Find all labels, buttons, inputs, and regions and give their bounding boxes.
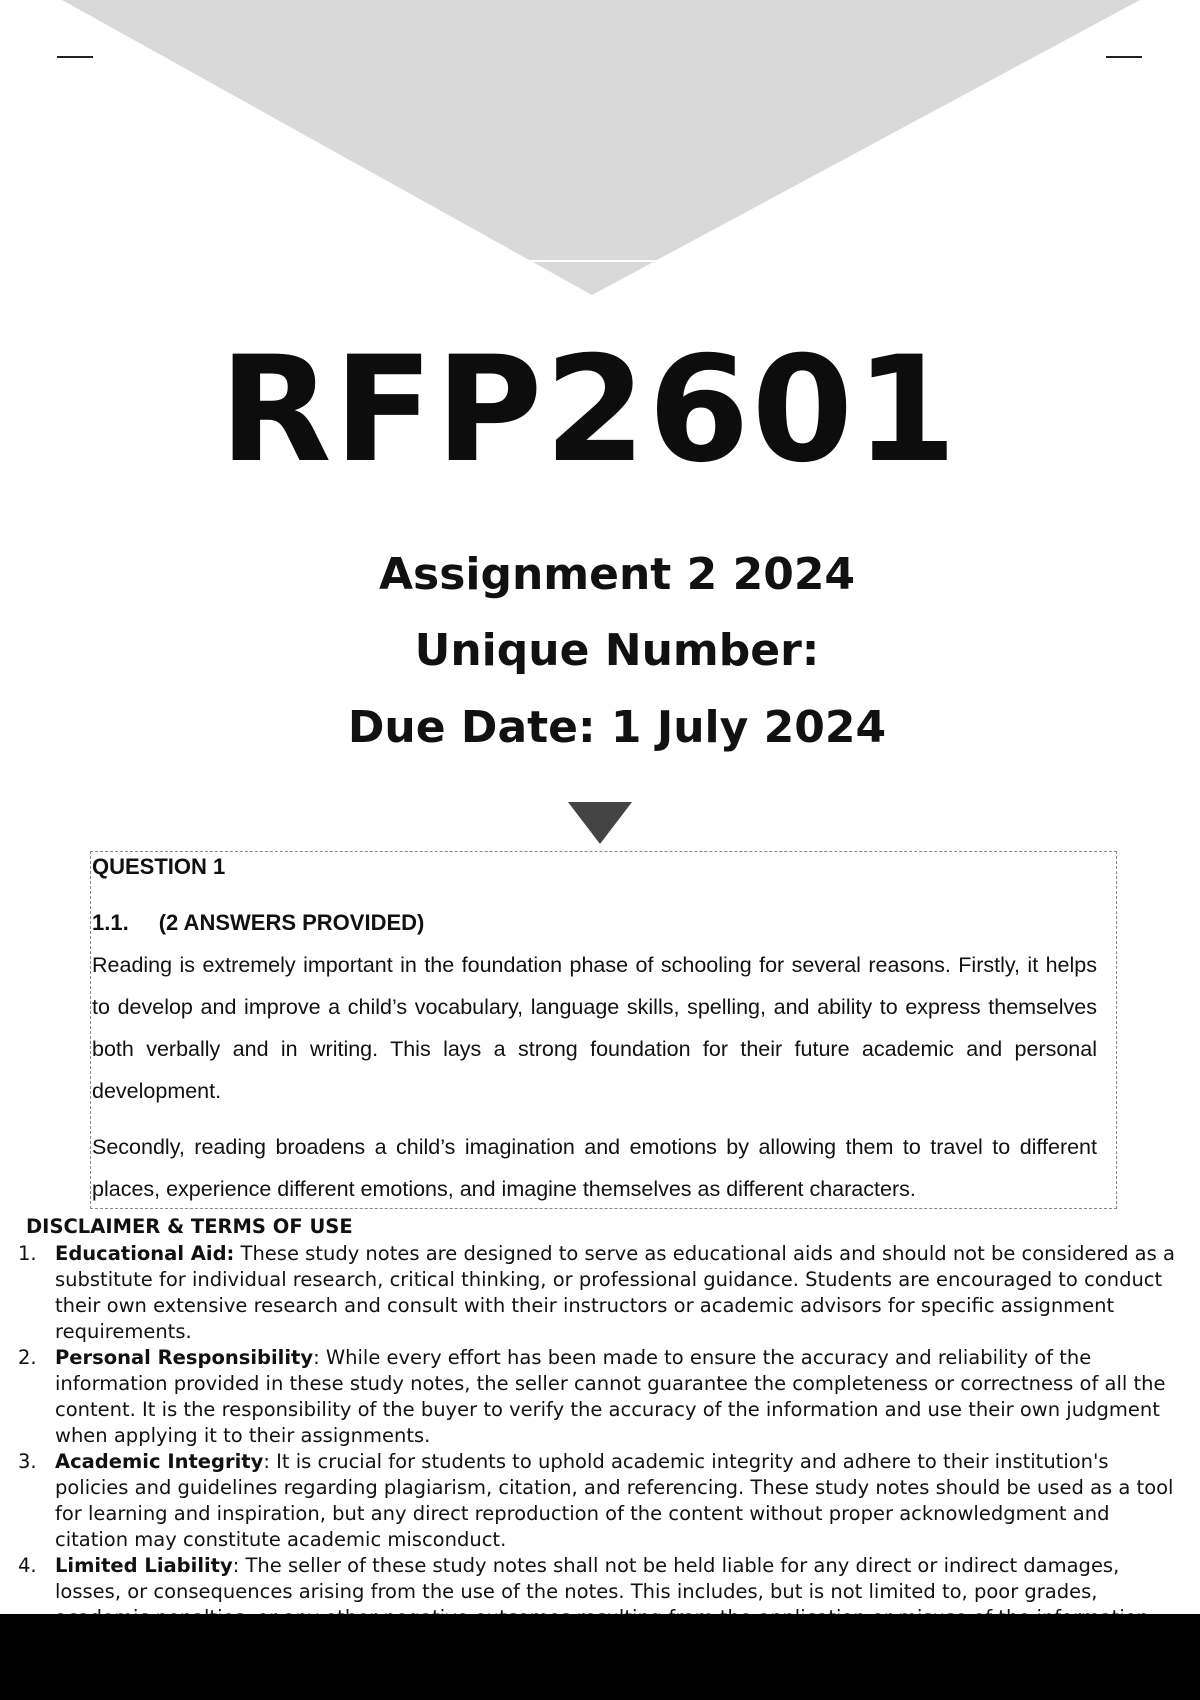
- terms-item-heading: Educational Aid:: [55, 1242, 235, 1265]
- terms-item-text: : While every effort has been made to ensure the accuracy and reliability of the information provided in these study notes, the seller cannot guarantee the completeness or correctness of all the content. It is the responsibility of the buyer to verify the accuracy of the information and use their own judgment when applying it to their assignments.: [55, 1346, 1166, 1447]
- unique-number-label: Unique Number:: [414, 625, 820, 676]
- assignment-title: Assignment 2 2024: [378, 549, 856, 600]
- question-answers-note: (2 ANSWERS PROVIDED): [158, 910, 425, 935]
- question-subheading: [92, 908, 424, 938]
- terms-list: [18, 1241, 1183, 1631]
- down-arrow-icon: [568, 802, 632, 844]
- terms-item-text: : It is crucial for students to uphold academic integrity and adhere to their institution's policies and guidelines regarding plagiarism, citation, and referencing. These study notes should be used as a tool for learning and inspiration, but any direct reproduction of the content without proper acknowledgment and citation may constitute academic misconduct.: [55, 1450, 1174, 1551]
- terms-item-number: 3.: [18, 1450, 37, 1473]
- course-code-title: RFP2601: [219, 325, 959, 495]
- terms-item-text: : The seller of these study notes shall not be held liable for any direct or indirect damages, losses, or consequences arising from the use of the notes. This includes, but is not limited to, poor grades,: [55, 1554, 1120, 1603]
- terms-item-number: 1.: [18, 1242, 37, 1265]
- terms-item-number: 4.: [18, 1554, 37, 1577]
- terms-item: [18, 1345, 1183, 1449]
- corner-mark-right: [1106, 56, 1142, 58]
- disclaimer-heading: DISCLAIMER & TERMS OF USE: [26, 1215, 353, 1238]
- question-title: QUESTION 1: [92, 854, 226, 879]
- terms-item: [18, 1449, 1183, 1553]
- question-number: 1.1.: [92, 910, 129, 935]
- answer-paragraph: Secondly, reading broadens a child’s imagination and emotions by allowing them to travel to different places, experience different emotions, and imagine themselves as different characters.: [92, 1135, 1097, 1201]
- terms-item-text: These study notes are designed to serve as educational aids and should not be considered as a substitute for individual research, critical thinking, or professional guidance. Students are encouraged to conduct their own extensive research and consult with their instructors or academic advisors for specific assignment requirements.: [55, 1242, 1175, 1343]
- answer-preview-box: [90, 851, 1117, 1209]
- bottom-black-bar: [0, 1614, 1200, 1700]
- corner-mark-left: [57, 56, 93, 58]
- terms-item-heading: Limited Liability: [55, 1554, 233, 1577]
- terms-item-heading: Academic Integrity: [55, 1450, 264, 1473]
- answer-paragraph: Reading is extremely important in the foundation phase of schooling for several reasons. Firstly, it helps to develop and improve a child’s vocabulary, language skills, spelling, and ability to express themselves both verbally and in writing. This lays a strong foundation for their future academic and personal development.: [92, 953, 1097, 1103]
- terms-item: [18, 1241, 1183, 1345]
- terms-item-heading: Personal Responsibility: [55, 1346, 314, 1369]
- header-chevron-graphic: [0, 0, 1200, 300]
- due-date: Due Date: 1 July 2024: [347, 702, 887, 753]
- terms-item-number: 2.: [18, 1346, 37, 1369]
